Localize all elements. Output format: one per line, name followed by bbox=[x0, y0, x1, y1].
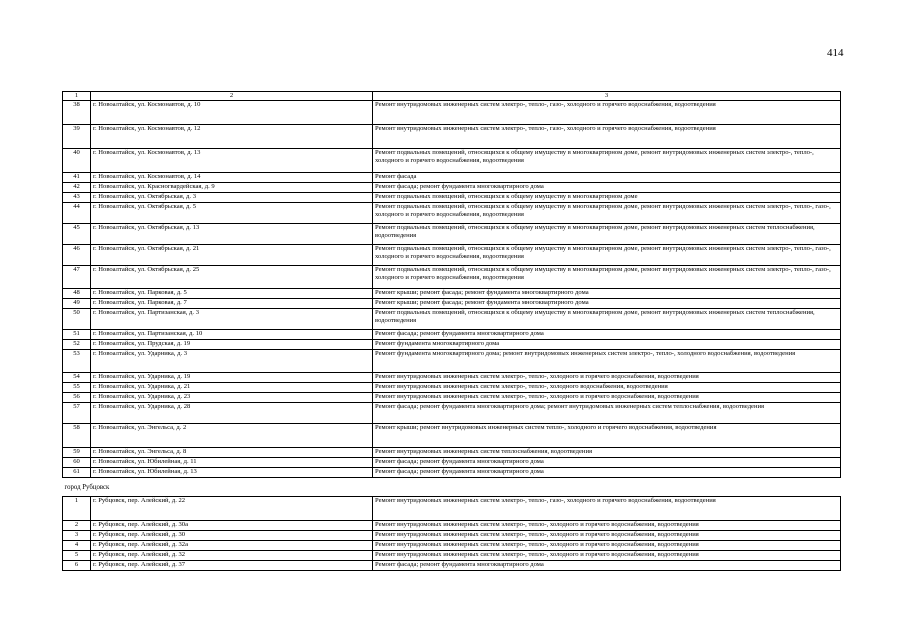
table-row bbox=[63, 183, 841, 193]
row-work: Ремонт подвальных помещений, относящихся к общему имуществу в многоквартирном доме, ремонт внутридомовых инженерных систем теплоснабжения, водоотведения bbox=[373, 309, 841, 330]
row-work: Ремонт фундамента многоквартирного дома bbox=[373, 340, 841, 350]
row-work: Ремонт внутридомовых инженерных систем электро-, тепло-, холодного и горячего водоснабжения, водоотведения bbox=[373, 541, 841, 551]
table-row bbox=[63, 393, 841, 403]
row-number: 38 bbox=[63, 101, 91, 125]
row-work: Ремонт крыши; ремонт фасада; ремонт фундамента многоквартирного дома bbox=[373, 299, 841, 309]
row-work: Ремонт фасада bbox=[373, 173, 841, 183]
row-number: 46 bbox=[63, 245, 91, 266]
row-number: 56 bbox=[63, 393, 91, 403]
row-address: г. Новоалтайск, ул. Энгельса, д. 2 bbox=[91, 424, 373, 448]
row-address: г. Рубцовск, пер. Алейский, д. 22 bbox=[91, 497, 373, 521]
row-address: г. Новоалтайск, ул. Космонавтов, д. 12 bbox=[91, 125, 373, 149]
table-row bbox=[63, 424, 841, 448]
row-address: г. Новоалтайск, ул. Октябрьская, д. 25 bbox=[91, 266, 373, 289]
row-work: Ремонт внутридомовых инженерных систем теплоснабжения, водоотведения bbox=[373, 448, 841, 458]
row-number: 4 bbox=[63, 541, 91, 551]
table-row bbox=[63, 373, 841, 383]
row-number: 60 bbox=[63, 458, 91, 468]
row-address: г. Новоалтайск, ул. Прудская, д. 19 bbox=[91, 340, 373, 350]
row-work: Ремонт внутридомовых инженерных систем электро-, тепло-, холодного и горячего водоснабжения, водоотведения bbox=[373, 551, 841, 561]
row-address: г. Рубцовск, пер. Алейский, д. 32 bbox=[91, 551, 373, 561]
row-number: 57 bbox=[63, 403, 91, 424]
row-number: 54 bbox=[63, 373, 91, 383]
row-address: г. Новоалтайск, ул. Парковая, д. 7 bbox=[91, 299, 373, 309]
row-number: 55 bbox=[63, 383, 91, 393]
header-col-3: 3 bbox=[373, 92, 841, 101]
row-work: Ремонт фасада; ремонт фундамента многоквартирного дома bbox=[373, 458, 841, 468]
row-address: г. Новоалтайск, ул. Октябрьская, д. 3 bbox=[91, 193, 373, 203]
table-row bbox=[63, 541, 841, 551]
row-address: г. Новоалтайск, ул. Октябрьская, д. 21 bbox=[91, 245, 373, 266]
row-work: Ремонт внутридомовых инженерных систем электро-, тепло-, холодного и горячего водоснабжения, водоотведения bbox=[373, 531, 841, 541]
table-row bbox=[63, 468, 841, 478]
row-address: г. Новоалтайск, ул. Ударника, д. 19 bbox=[91, 373, 373, 383]
row-address: г. Новоалтайск, ул. Космонавтов, д. 14 bbox=[91, 173, 373, 183]
row-work: Ремонт подвальных помещений, относящихся к общему имуществу в многоквартирном доме bbox=[373, 193, 841, 203]
row-number: 1 bbox=[63, 497, 91, 521]
table-row bbox=[63, 266, 841, 289]
row-work: Ремонт фасада; ремонт фундамента многоквартирного дома bbox=[373, 561, 841, 571]
row-work: Ремонт внутридомовых инженерных систем электро-, тепло-, холодного и горячего водоснабжения, водоотведения bbox=[373, 373, 841, 383]
page-number: 414 bbox=[827, 47, 844, 59]
table-header-row bbox=[63, 92, 841, 101]
table-row bbox=[63, 193, 841, 203]
table-row bbox=[63, 203, 841, 224]
row-work: Ремонт внутридомовых инженерных систем электро-, тепло-, холодного и горячего водоснабжения, водоотведения bbox=[373, 393, 841, 403]
table-row bbox=[63, 350, 841, 373]
table-row bbox=[63, 448, 841, 458]
row-work: Ремонт подвальных помещений, относящихся к общему имуществу в многоквартирном доме, ремонт внутридомовых инженерных систем электро-, тепло-, газо-, холодного и горячего водоснабжения, водоотведения bbox=[373, 203, 841, 224]
table-row bbox=[63, 245, 841, 266]
table-row bbox=[63, 340, 841, 350]
table-row bbox=[63, 561, 841, 571]
row-address: г. Новоалтайск, ул. Парковая, д. 5 bbox=[91, 289, 373, 299]
row-work: Ремонт внутридомовых инженерных систем электро-, тепло-, газо-, холодного и горячего водоснабжения, водоотведения bbox=[373, 125, 841, 149]
row-address: г. Новоалтайск, ул. Ударника, д. 3 bbox=[91, 350, 373, 373]
table-row bbox=[63, 521, 841, 531]
row-work: Ремонт подвальных помещений, относящихся к общему имуществу в многоквартирном доме, ремонт внутридомовых инженерных систем электро-, тепло-, газо-, холодного и горячего водоснабжения, водоотведения bbox=[373, 266, 841, 289]
row-work: Ремонт внутридомовых инженерных систем электро-, тепло-, газо-, холодного и горячего водоснабжения, водоотведения bbox=[373, 497, 841, 521]
row-number: 47 bbox=[63, 266, 91, 289]
table-row bbox=[63, 149, 841, 173]
row-work: Ремонт фундамента многоквартирного дома; ремонт внутридомовых инженерных систем электро-, тепло-, холодного водоснабжения, водоотведения bbox=[373, 350, 841, 373]
row-number: 41 bbox=[63, 173, 91, 183]
row-number: 43 bbox=[63, 193, 91, 203]
row-number: 50 bbox=[63, 309, 91, 330]
row-address: г. Рубцовск, пер. Алейский, д. 37 bbox=[91, 561, 373, 571]
row-number: 44 bbox=[63, 203, 91, 224]
row-work: Ремонт внутридомовых инженерных систем электро-, тепло-, холодного и горячего водоснабжения, водоотведения bbox=[373, 521, 841, 531]
row-number: 48 bbox=[63, 289, 91, 299]
row-address: г. Новоалтайск, ул. Энгельса, д. 8 bbox=[91, 448, 373, 458]
table-row bbox=[63, 330, 841, 340]
row-work: Ремонт подвальных помещений, относящихся к общему имуществу в многоквартирном доме, ремонт внутридомовых инженерных систем электро-, тепло-, газо-, холодного и горячего водоснабжения, водоотведения bbox=[373, 245, 841, 266]
row-work: Ремонт внутридомовых инженерных систем электро-, тепло-, холодного водоснабжения, водоотведения bbox=[373, 383, 841, 393]
row-work: Ремонт подвальных помещений, относящихся к общему имуществу в многоквартирном доме, ремонт внутридомовых инженерных систем электро-, тепло-, холодного и горячего водоснабжения, водоотведения bbox=[373, 149, 841, 173]
row-address: г. Новоалтайск, ул. Ударника, д. 28 bbox=[91, 403, 373, 424]
row-work: Ремонт фасада; ремонт фундамента многоквартирного дома bbox=[373, 183, 841, 193]
row-work: Ремонт подвальных помещений, относящихся к общему имуществу в многоквартирном доме, ремонт внутридомовых инженерных систем теплоснабжения, водоотведения bbox=[373, 224, 841, 245]
row-work: Ремонт внутридомовых инженерных систем электро-, тепло-, газо-, холодного и горячего водоснабжения, водоотведения bbox=[373, 101, 841, 125]
table-row bbox=[63, 383, 841, 393]
row-address: г. Новоалтайск, ул. Ударника, д. 21 bbox=[91, 383, 373, 393]
row-number: 52 bbox=[63, 340, 91, 350]
row-work: Ремонт крыши; ремонт внутридомовых инженерных систем тепло-, холодного и горячего водоснабжения, водоотведения bbox=[373, 424, 841, 448]
table-row bbox=[63, 224, 841, 245]
section-row bbox=[63, 478, 841, 497]
row-number: 49 bbox=[63, 299, 91, 309]
row-address: г. Новоалтайск, ул. Партизанская, д. 3 bbox=[91, 309, 373, 330]
row-number: 6 bbox=[63, 561, 91, 571]
row-work: Ремонт крыши; ремонт фасада; ремонт фундамента многоквартирного дома bbox=[373, 289, 841, 299]
row-work: Ремонт фасада; ремонт фундамента многоквартирного дома; ремонт внутридомовых инженерных систем теплоснабжения, водоотведения bbox=[373, 403, 841, 424]
table-row bbox=[63, 125, 841, 149]
row-number: 61 bbox=[63, 468, 91, 478]
row-address: г. Новоалтайск, ул. Юбилейная, д. 11 bbox=[91, 458, 373, 468]
table-row bbox=[63, 309, 841, 330]
table-row bbox=[63, 497, 841, 521]
row-number: 53 bbox=[63, 350, 91, 373]
row-address: г. Новоалтайск, ул. Партизанская, д. 10 bbox=[91, 330, 373, 340]
row-address: г. Новоалтайск, ул. Ударника, д. 23 bbox=[91, 393, 373, 403]
row-work: Ремонт фасада; ремонт фундамента многоквартирного дома bbox=[373, 330, 841, 340]
table-row bbox=[63, 173, 841, 183]
table-row bbox=[63, 531, 841, 541]
row-number: 39 bbox=[63, 125, 91, 149]
header-col-1: 1 bbox=[63, 92, 91, 101]
row-address: г. Рубцовск, пер. Алейский, д. 30 bbox=[91, 531, 373, 541]
row-number: 51 bbox=[63, 330, 91, 340]
row-address: г. Новоалтайск, ул. Октябрьская, д. 13 bbox=[91, 224, 373, 245]
section-title: город Рубцовск bbox=[63, 478, 841, 497]
row-number: 40 bbox=[63, 149, 91, 173]
row-address: г. Новоалтайск, ул. Космонавтов, д. 13 bbox=[91, 149, 373, 173]
table-row bbox=[63, 299, 841, 309]
row-address: г. Новоалтайск, ул. Космонавтов, д. 10 bbox=[91, 101, 373, 125]
row-address: г. Новоалтайск, ул. Юбилейная, д. 13 bbox=[91, 468, 373, 478]
repair-program-table bbox=[62, 91, 841, 571]
row-address: г. Новоалтайск, ул. Красногвардейская, д. 9 bbox=[91, 183, 373, 193]
row-address: г. Рубцовск, пер. Алейский, д. 32а bbox=[91, 541, 373, 551]
row-number: 45 bbox=[63, 224, 91, 245]
header-col-2: 2 bbox=[91, 92, 373, 101]
row-number: 2 bbox=[63, 521, 91, 531]
row-address: г. Новоалтайск, ул. Октябрьская, д. 5 bbox=[91, 203, 373, 224]
table-row bbox=[63, 403, 841, 424]
row-number: 5 bbox=[63, 551, 91, 561]
row-number: 42 bbox=[63, 183, 91, 193]
row-address: г. Рубцовск, пер. Алейский, д. 30а bbox=[91, 521, 373, 531]
row-number: 59 bbox=[63, 448, 91, 458]
row-number: 3 bbox=[63, 531, 91, 541]
table-row bbox=[63, 101, 841, 125]
row-number: 58 bbox=[63, 424, 91, 448]
table-row bbox=[63, 289, 841, 299]
table-row bbox=[63, 458, 841, 468]
row-work: Ремонт фасада; ремонт фундамента многоквартирного дома bbox=[373, 468, 841, 478]
table-row bbox=[63, 551, 841, 561]
